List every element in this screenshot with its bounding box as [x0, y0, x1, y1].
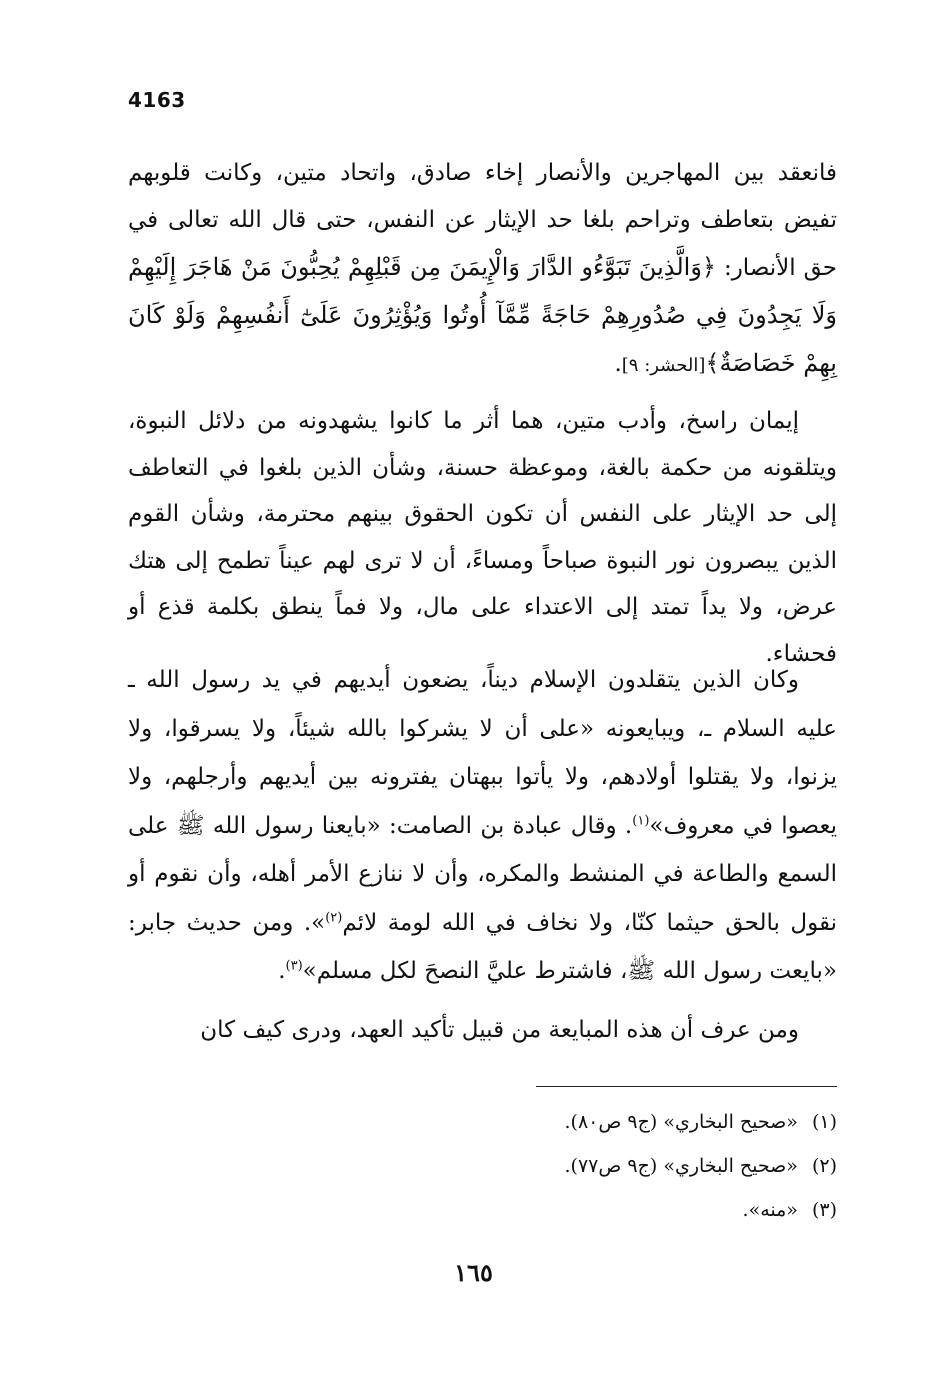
footnotes — [128, 1100, 837, 1232]
footnote-ref-2[interactable]: (٢) — [325, 909, 343, 925]
paragraph-3 — [128, 656, 837, 996]
footnote-1-text: «صحيح البخاري» (ج٩ ص٨٠). — [564, 1111, 798, 1133]
footnote-3 — [128, 1188, 837, 1232]
footnote-2-number: (٢) — [811, 1155, 837, 1177]
footnote-3-text: «منه». — [742, 1199, 798, 1221]
paragraph-3-part-3: ». ومن حديث جابر: «بايعت رسول الله ﷺ، فاشترط عليَّ النصحَ لكل مسلم» — [128, 909, 837, 984]
paragraph-1 — [128, 150, 837, 389]
paragraph-2 — [128, 398, 837, 677]
paragraph-1-intro: فانعقد بين المهاجرين والأنصار إخاء صادق، واتحاد متين، وكانت قلوبهم تفيض بتعاطف وتراحم بلغا حد الإيثار عن النفس، حتى قال الله تعالى في حق الأنصار: — [128, 160, 838, 281]
paragraph-4-text: ومن عرف أن هذه المبايعة من قبيل تأكيد العهد، ودرى كيف كان — [200, 1017, 799, 1043]
footnote-1-number: (١) — [811, 1111, 837, 1133]
verse-reference: [الحشر: ٩] — [621, 355, 706, 376]
footnote-divider — [536, 1086, 837, 1087]
paragraph-1-text — [128, 150, 837, 389]
quran-verse: ﴿وَالَّذِينَ تَبَوَّءُو الدَّارَ وَالْإِيمَنَ مِن قَبْلِهِمْ يُحِبُّونَ مَنْ هَاجَرَ إِلَيْهِمْ وَلَا يَجِدُونَ فِي صُدُورِهِمْ حَاجَةً مِّمَّآ أُوتُوا وَيُؤْثِرُونَ عَلَىٰٓ أَنفُسِهِمْ وَلَوْ كَانَ بِهِمْ خَصَاصَةٌ﴾ — [128, 253, 837, 377]
footnote-1 — [128, 1100, 837, 1144]
footnote-2-text: «صحيح البخاري» (ج٩ ص٧٧). — [564, 1155, 798, 1177]
paragraph-3-part-2: . وقال عبادة بن الصامت: «بايعنا رسول الله ﷺ على السمع والطاعة في المنشط والمكره، وأن لا ننازع الأمر أهله، وأن نقوم أو نقول بالحق حيثما كنّا، ولا نخاف في الله لومة لائم — [128, 812, 838, 936]
paragraph-2-text: إيمان راسخ، وأدب متين، هما أثر ما كانوا يشهدونه من دلائل النبوة، ويتلقونه من حكمة بالغة، وموعظة حسنة، وشأن الذين بلغوا في التعاطف إلى حد الإيثار على النفس أن تكون الحقوق بينهم محترمة، وشأن القوم الذين يبصرون نور النبوة صباحاً ومساءً، أن لا ترى لهم عيناً تطمح إلى هتك عرض، ولا يداً تمتد إلى الاعتداء على مال، ولا فماً ينطق بكلمة قذع أو فحشاء. — [128, 408, 837, 667]
paragraph-3-text — [128, 656, 837, 996]
footnote-3-number: (٣) — [811, 1199, 837, 1221]
paragraph-4 — [128, 1006, 837, 1054]
paragraph-1-end: . — [614, 351, 622, 377]
footnote-ref-1[interactable]: (١) — [632, 812, 650, 828]
paragraph-3-part-1: وكان الذين يتقلدون الإسلام ديناً، يضعون أيديهم في يد رسول الله ـ عليه السلام ـ، ويبايعونه «على أن لا يشركوا بالله شيئاً، ولا يسرقوا، ولا يزنوا، ولا يقتلوا أولادهم، ولا يأتوا ببهتان يفترونه بين أيديهم وأرجلهم، ولا يعصوا في معروف» — [128, 667, 837, 839]
footnote-ref-3[interactable]: (٣) — [285, 958, 303, 974]
paragraph-3-part-4: . — [278, 958, 286, 984]
page-number-header: 4163 — [128, 88, 186, 112]
page-number-footer: ١٦٥ — [454, 1258, 493, 1287]
footnote-2 — [128, 1144, 837, 1188]
